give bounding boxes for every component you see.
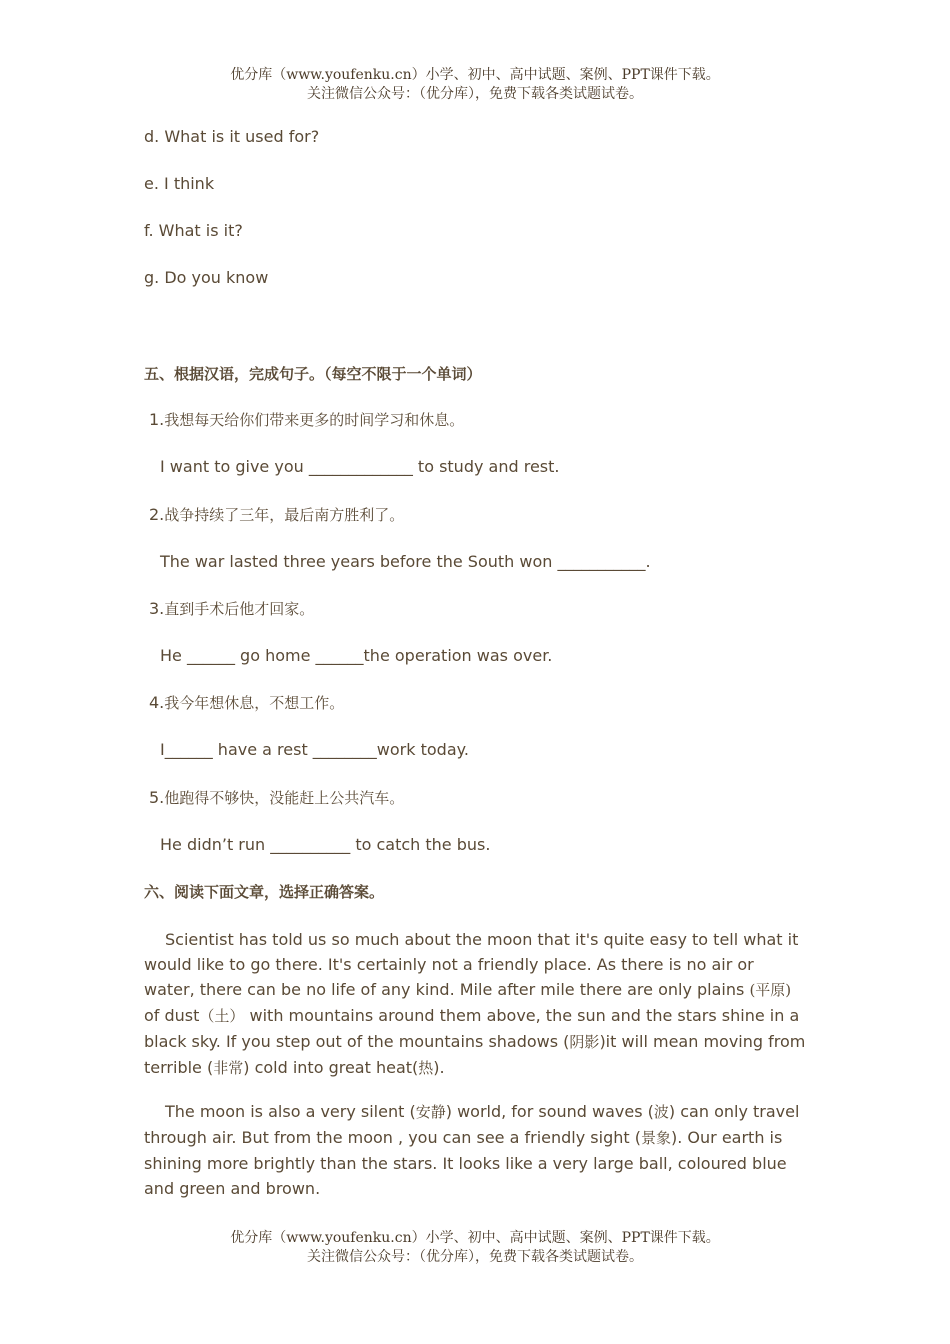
option-d: d. What is it used for?: [144, 127, 320, 146]
chinese-gloss: （土）: [199, 1007, 245, 1025]
question-number: 3.: [149, 599, 165, 618]
question-number: 1.: [149, 410, 165, 429]
question-1-chinese: [149, 410, 464, 430]
question-number: 5.: [149, 788, 165, 807]
chinese-gloss: 阴影: [569, 1033, 600, 1051]
question-3-chinese: [149, 599, 314, 619]
question-chinese-text: 战争持续了三年，最后南方胜利了。: [164, 506, 405, 524]
paragraph-text: with mountains around them above, the sun and the stars shine in a black sky. If you step out of the mountains shadows (: [144, 1006, 800, 1051]
paragraph-text: ). Our earth is shining more brightly than the stars. It looks like a very large ball, coloured blue and green and brown.: [144, 1128, 787, 1198]
chinese-gloss: 波: [653, 1103, 669, 1121]
question-number: 2.: [149, 505, 165, 524]
paragraph-text: The moon is also a very silent (: [165, 1102, 416, 1121]
question-chinese-text: 我想每天给你们带来更多的时间学习和休息。: [164, 411, 465, 429]
section-5-title: 五、根据汉语，完成句子。（每空不限于一个单词）: [144, 365, 482, 383]
page-header: [0, 66, 950, 104]
paragraph-text: of dust: [144, 1006, 200, 1025]
question-4-english: I______ have a rest ________work today.: [160, 740, 469, 759]
reading-paragraph-1: [144, 927, 809, 1081]
header-line-2: 关注微信公众号：（优分库），免费下载各类试题试卷。: [307, 86, 643, 102]
footer-line-1: 优分库（www.youfenku.cn）小学、初中、高中试题、案例、PPT课件下载。: [230, 1230, 720, 1246]
question-4-chinese: [149, 693, 344, 713]
option-g: g. Do you know: [144, 268, 269, 287]
question-2-chinese: [149, 505, 404, 525]
chinese-gloss: (平原): [749, 981, 792, 999]
question-1-english: I want to give you _____________ to study and rest.: [160, 457, 560, 476]
paragraph-text: ).: [433, 1058, 445, 1077]
paragraph-text: ) world, for sound waves (: [445, 1102, 654, 1121]
question-number: 4.: [149, 693, 165, 712]
chinese-gloss: 热: [418, 1059, 434, 1077]
paragraph-text: )it will mean moving from terrible (: [144, 1032, 806, 1077]
paragraph-text: ) cold into great heat(: [243, 1058, 419, 1077]
question-chinese-text: 我今年想休息，不想工作。: [164, 694, 345, 712]
reading-paragraph-2: [144, 1099, 809, 1201]
page-footer: [0, 1229, 950, 1267]
section-6-title: 六、阅读下面文章，选择正确答案。: [144, 883, 385, 901]
footer-line-2: 关注微信公众号：（优分库），免费下载各类试题试卷。: [307, 1249, 643, 1265]
option-f: f. What is it?: [144, 221, 243, 240]
paragraph-text: ) can only travel through air. But from the moon , you can see a friendly sight (: [144, 1102, 800, 1147]
option-e: e. I think: [144, 174, 215, 193]
paragraph-text: Scientist has told us so much about the moon that it's quite easy to tell what it would like to go there. It's certainly not a friendly place. As there is no air or water, there can be no life of any kind. Mile after mile there are only plains: [144, 930, 799, 999]
question-5-english: He didn’t run __________ to catch the bus.: [160, 835, 491, 854]
header-line-1: 优分库（www.youfenku.cn）小学、初中、高中试题、案例、PPT课件下载。: [230, 67, 720, 83]
chinese-gloss: 非常: [213, 1059, 244, 1077]
question-chinese-text: 直到手术后他才回家。: [164, 600, 315, 618]
question-5-chinese: [149, 788, 404, 808]
chinese-gloss: 安静: [415, 1103, 446, 1121]
question-chinese-text: 他跑得不够快，没能赶上公共汽车。: [164, 789, 405, 807]
question-2-english: The war lasted three years before the South won ___________.: [160, 552, 651, 571]
chinese-gloss: 景象: [640, 1129, 671, 1147]
question-3-english: He ______ go home ______the operation was over.: [160, 646, 553, 665]
